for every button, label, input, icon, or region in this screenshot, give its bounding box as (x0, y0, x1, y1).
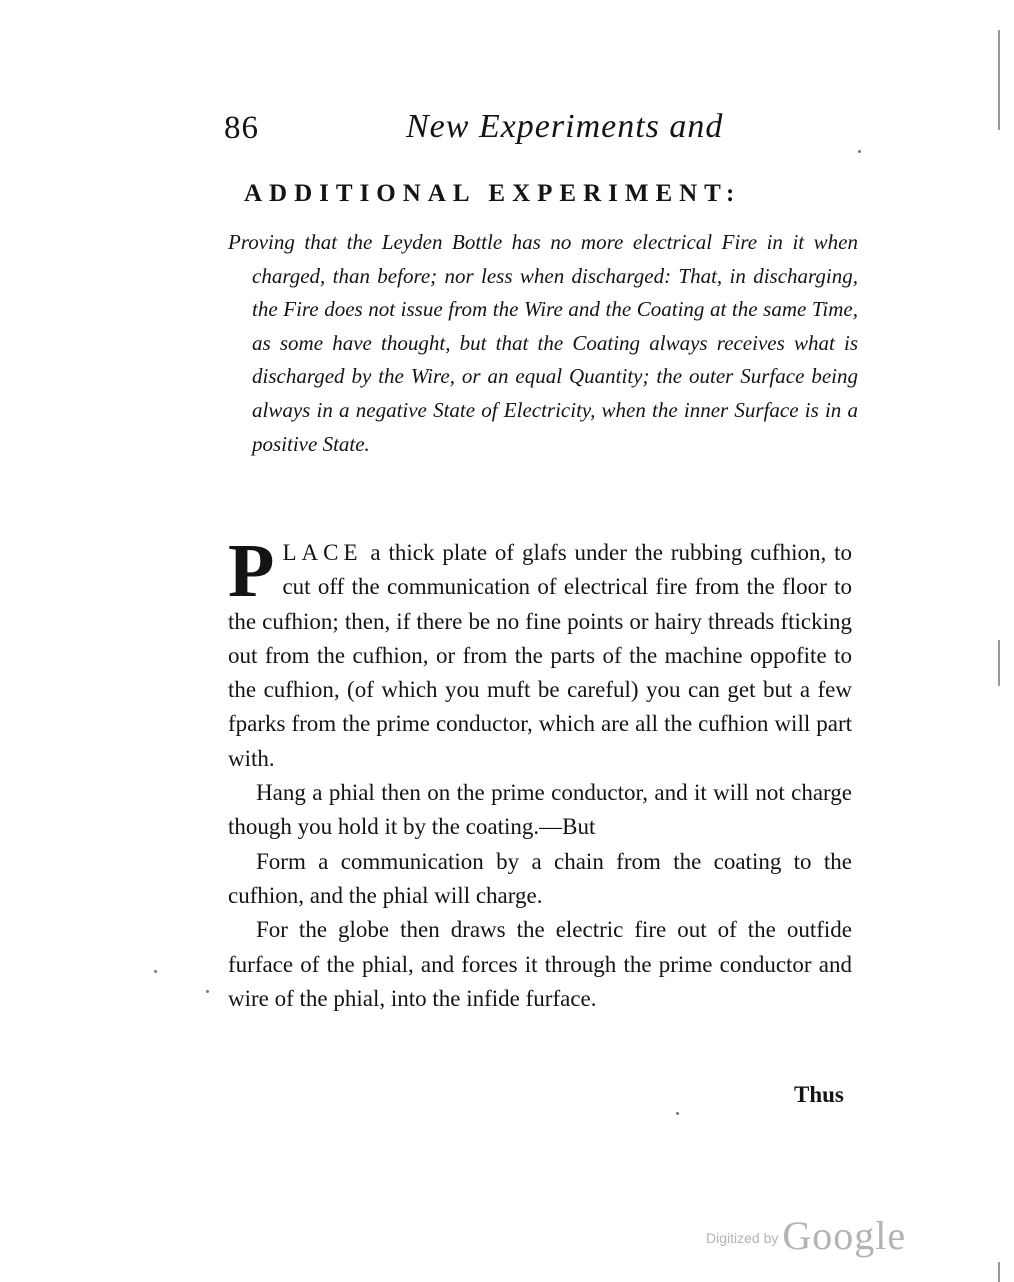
paragraph-1-text: a thick plate of glafs under the rubbing cufhion, to cut off the communication of electrical fire from the floor to the cufhion; then, if there be no fine points or hairy threads fticking out from the cufhion, or from the parts of the machine oppofite to the cufhion, (of which you muft be careful) you can get but a few fparks from the prime conductor, which are all the cufhion will part with. (228, 540, 852, 771)
paragraph-1 (228, 529, 852, 776)
scan-speck (154, 970, 157, 973)
scan-speck (206, 990, 209, 993)
running-head (224, 108, 854, 154)
scan-edge-mark (998, 1262, 1000, 1282)
drop-cap: P (228, 529, 275, 613)
first-word-rest: LACE (282, 540, 363, 565)
scan-speck (858, 150, 861, 153)
paragraph-2: Hang a phial then on the prime conductor, and it will not charge though you hold it by the coating.—But (228, 780, 852, 840)
digitized-watermark (706, 1212, 906, 1259)
section-subtitle: Proving that the Leyden Bottle has no more electrical Fire in it when charged, than before; nor less when discharged: That, in discharging, the Fire does not issue from the Wire and the Coating at the same Time, as some have thought, but that the Coating always receives what is discharged by the Wire, or an equal Quantity; the outer Surface being always in a negative State of Electricity, when the inner Surface is in a positive State. (228, 230, 858, 456)
page-number: 86 (224, 110, 259, 146)
scan-speck (676, 1112, 679, 1115)
paragraph-3: Form a communication by a chain from the coating to the cufhion, and the phial will charge. (228, 848, 852, 908)
running-title: New Experiments and (406, 108, 724, 145)
catchword: Thus (794, 1082, 844, 1107)
scan-edge-mark (998, 640, 1000, 686)
paragraph-4: For the globe then draws the electric fire out of the outfide furface of the phial, and forces it through the prime conductor and wire of the phial, into the infide furface. (228, 917, 852, 1011)
scan-edge-mark (998, 30, 1000, 130)
google-logo: Google (782, 1213, 907, 1258)
section-heading: ADDITIONAL EXPERIMENT: (244, 180, 742, 207)
body-text (228, 529, 852, 1016)
digitized-by-label: Digitized by (706, 1230, 779, 1246)
